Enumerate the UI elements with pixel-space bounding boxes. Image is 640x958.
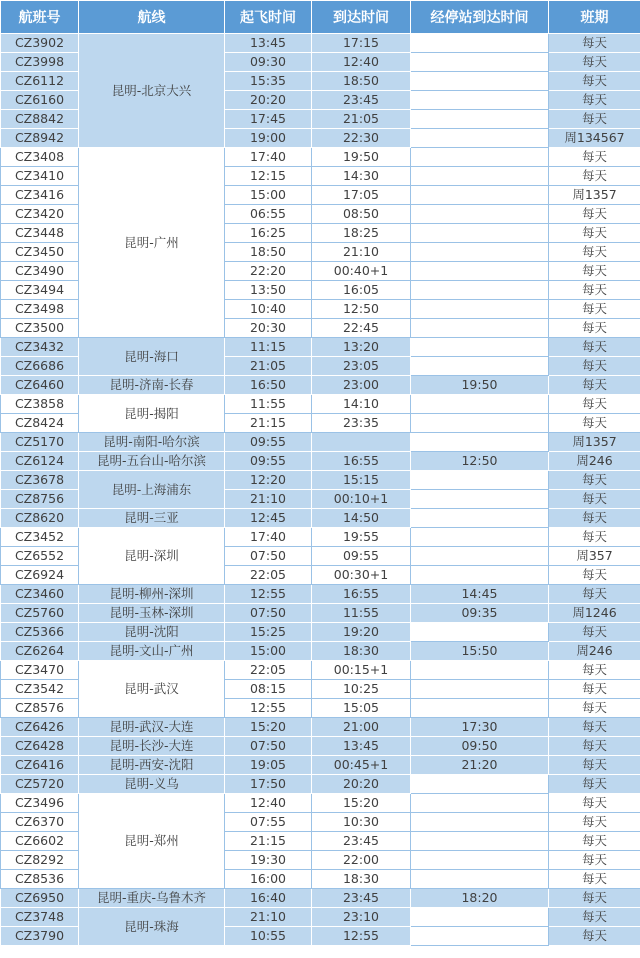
arrival-time-cell: 20:20 xyxy=(312,775,411,794)
arrival-time-cell: 13:45 xyxy=(312,737,411,756)
arrival-time-cell: 17:15 xyxy=(312,34,411,53)
schedule-cell: 每天 xyxy=(549,490,640,509)
schedule-cell: 每天 xyxy=(549,509,640,528)
flight-number-cell: CZ8842 xyxy=(1,110,79,129)
table-row xyxy=(1,794,640,813)
departure-time-cell: 17:45 xyxy=(225,110,312,129)
departure-time-cell: 09:30 xyxy=(225,53,312,72)
arrival-time-cell: 18:50 xyxy=(312,72,411,91)
arrival-time-cell: 12:40 xyxy=(312,53,411,72)
departure-time-cell: 19:05 xyxy=(225,756,312,775)
departure-time-cell: 19:00 xyxy=(225,129,312,148)
flight-number-cell: CZ8756 xyxy=(1,490,79,509)
stopover-arrival-cell xyxy=(411,91,549,110)
route-cell: 昆明-深圳 xyxy=(79,528,225,585)
stopover-arrival-cell xyxy=(411,167,549,186)
stopover-arrival-cell xyxy=(411,927,549,946)
route-cell: 昆明-文山-广州 xyxy=(79,642,225,661)
flight-number-cell: CZ8536 xyxy=(1,870,79,889)
flight-number-cell: CZ3452 xyxy=(1,528,79,547)
schedule-cell: 周246 xyxy=(549,452,640,471)
departure-time-cell: 20:20 xyxy=(225,91,312,110)
flight-number-cell: CZ6686 xyxy=(1,357,79,376)
table-row xyxy=(1,604,640,623)
schedule-cell: 每天 xyxy=(549,737,640,756)
table-row xyxy=(1,718,640,737)
flight-number-cell: CZ6428 xyxy=(1,737,79,756)
departure-time-cell: 12:55 xyxy=(225,699,312,718)
arrival-time-cell: 15:15 xyxy=(312,471,411,490)
schedule-cell: 每天 xyxy=(549,91,640,110)
header-flight-no: 航班号 xyxy=(1,1,79,34)
flight-number-cell: CZ3450 xyxy=(1,243,79,262)
flight-number-cell: CZ3470 xyxy=(1,661,79,680)
arrival-time-cell: 12:55 xyxy=(312,927,411,946)
schedule-cell: 每天 xyxy=(549,870,640,889)
stopover-arrival-cell xyxy=(411,414,549,433)
arrival-time-cell: 23:00 xyxy=(312,376,411,395)
schedule-cell: 每天 xyxy=(549,262,640,281)
stopover-arrival-cell xyxy=(411,53,549,72)
arrival-time-cell: 19:55 xyxy=(312,528,411,547)
table-row xyxy=(1,34,640,53)
schedule-cell: 每天 xyxy=(549,832,640,851)
flight-number-cell: CZ3790 xyxy=(1,927,79,946)
schedule-cell: 每天 xyxy=(549,357,640,376)
schedule-cell: 周1246 xyxy=(549,604,640,623)
schedule-cell: 每天 xyxy=(549,300,640,319)
departure-time-cell: 20:30 xyxy=(225,319,312,338)
flight-number-cell: CZ6426 xyxy=(1,718,79,737)
departure-time-cell: 15:25 xyxy=(225,623,312,642)
arrival-time-cell: 18:25 xyxy=(312,224,411,243)
route-cell: 昆明-长沙-大连 xyxy=(79,737,225,756)
route-cell: 昆明-北京大兴 xyxy=(79,34,225,148)
flight-number-cell: CZ8620 xyxy=(1,509,79,528)
departure-time-cell: 07:50 xyxy=(225,547,312,566)
schedule-cell: 每天 xyxy=(549,775,640,794)
schedule-cell: 每天 xyxy=(549,718,640,737)
schedule-cell: 每天 xyxy=(549,395,640,414)
stopover-arrival-cell xyxy=(411,699,549,718)
route-cell: 昆明-海口 xyxy=(79,338,225,376)
arrival-time-cell: 10:30 xyxy=(312,813,411,832)
departure-time-cell: 16:00 xyxy=(225,870,312,889)
departure-time-cell: 10:40 xyxy=(225,300,312,319)
flight-number-cell: CZ3496 xyxy=(1,794,79,813)
arrival-time-cell: 23:45 xyxy=(312,91,411,110)
route-cell: 昆明-揭阳 xyxy=(79,395,225,433)
schedule-cell: 周246 xyxy=(549,642,640,661)
stopover-arrival-cell xyxy=(411,129,549,148)
departure-time-cell: 12:20 xyxy=(225,471,312,490)
departure-time-cell: 07:55 xyxy=(225,813,312,832)
flight-number-cell: CZ8424 xyxy=(1,414,79,433)
table-row xyxy=(1,433,640,452)
flight-number-cell: CZ3410 xyxy=(1,167,79,186)
arrival-time-cell: 16:55 xyxy=(312,452,411,471)
flight-number-cell: CZ6552 xyxy=(1,547,79,566)
arrival-time-cell: 11:55 xyxy=(312,604,411,623)
flight-number-cell: CZ6264 xyxy=(1,642,79,661)
flight-number-cell: CZ8292 xyxy=(1,851,79,870)
departure-time-cell: 07:50 xyxy=(225,737,312,756)
departure-time-cell: 16:25 xyxy=(225,224,312,243)
stopover-arrival-cell xyxy=(411,243,549,262)
flight-number-cell: CZ3420 xyxy=(1,205,79,224)
flight-number-cell: CZ3448 xyxy=(1,224,79,243)
route-cell: 昆明-重庆-乌鲁木齐 xyxy=(79,889,225,908)
arrival-time-cell: 14:10 xyxy=(312,395,411,414)
flight-number-cell: CZ3542 xyxy=(1,680,79,699)
table-row xyxy=(1,528,640,547)
schedule-cell: 每天 xyxy=(549,167,640,186)
arrival-time-cell: 08:50 xyxy=(312,205,411,224)
table-row xyxy=(1,908,640,927)
stopover-arrival-cell xyxy=(411,205,549,224)
schedule-cell: 周1357 xyxy=(549,186,640,205)
departure-time-cell: 22:05 xyxy=(225,566,312,585)
schedule-cell: 每天 xyxy=(549,813,640,832)
stopover-arrival-cell: 19:50 xyxy=(411,376,549,395)
stopover-arrival-cell xyxy=(411,471,549,490)
departure-time-cell: 16:40 xyxy=(225,889,312,908)
arrival-time-cell: 23:05 xyxy=(312,357,411,376)
flight-number-cell: CZ3432 xyxy=(1,338,79,357)
flight-number-cell: CZ8942 xyxy=(1,129,79,148)
route-cell: 昆明-郑州 xyxy=(79,794,225,889)
flight-number-cell: CZ3998 xyxy=(1,53,79,72)
departure-time-cell: 21:05 xyxy=(225,357,312,376)
departure-time-cell: 16:50 xyxy=(225,376,312,395)
schedule-cell: 每天 xyxy=(549,34,640,53)
stopover-arrival-cell xyxy=(411,528,549,547)
stopover-arrival-cell xyxy=(411,509,549,528)
arrival-time-cell: 15:20 xyxy=(312,794,411,813)
route-cell: 昆明-珠海 xyxy=(79,908,225,946)
route-cell: 昆明-济南-长春 xyxy=(79,376,225,395)
flight-number-cell: CZ6416 xyxy=(1,756,79,775)
arrival-time-cell: 14:50 xyxy=(312,509,411,528)
schedule-cell: 每天 xyxy=(549,585,640,604)
table-row xyxy=(1,376,640,395)
schedule-cell: 每天 xyxy=(549,243,640,262)
route-cell: 昆明-上海浦东 xyxy=(79,471,225,509)
flight-number-cell: CZ3490 xyxy=(1,262,79,281)
departure-time-cell: 11:15 xyxy=(225,338,312,357)
flight-number-cell: CZ3416 xyxy=(1,186,79,205)
departure-time-cell: 17:40 xyxy=(225,528,312,547)
departure-time-cell: 11:55 xyxy=(225,395,312,414)
route-cell: 昆明-义乌 xyxy=(79,775,225,794)
stopover-arrival-cell xyxy=(411,395,549,414)
stopover-arrival-cell xyxy=(411,623,549,642)
stopover-arrival-cell xyxy=(411,357,549,376)
departure-time-cell: 09:55 xyxy=(225,452,312,471)
route-cell: 昆明-沈阳 xyxy=(79,623,225,642)
arrival-time-cell: 22:00 xyxy=(312,851,411,870)
schedule-cell: 周1357 xyxy=(549,433,640,452)
departure-time-cell: 13:45 xyxy=(225,34,312,53)
schedule-cell: 每天 xyxy=(549,908,640,927)
stopover-arrival-cell xyxy=(411,262,549,281)
arrival-time-cell: 18:30 xyxy=(312,642,411,661)
route-cell: 昆明-南阳-哈尔滨 xyxy=(79,433,225,452)
arrival-time-cell: 21:10 xyxy=(312,243,411,262)
flight-number-cell: CZ6950 xyxy=(1,889,79,908)
schedule-cell: 每天 xyxy=(549,338,640,357)
stopover-arrival-cell: 17:30 xyxy=(411,718,549,737)
departure-time-cell: 10:55 xyxy=(225,927,312,946)
table-row xyxy=(1,756,640,775)
flight-number-cell: CZ6924 xyxy=(1,566,79,585)
header-stopover-arrival: 经停站到达时间 xyxy=(411,1,549,34)
schedule-cell: 每天 xyxy=(549,851,640,870)
route-cell: 昆明-三亚 xyxy=(79,509,225,528)
flight-number-cell: CZ6160 xyxy=(1,91,79,110)
header-arrival: 到达时间 xyxy=(312,1,411,34)
departure-time-cell: 19:30 xyxy=(225,851,312,870)
stopover-arrival-cell xyxy=(411,72,549,91)
flight-number-cell: CZ5720 xyxy=(1,775,79,794)
stopover-arrival-cell xyxy=(411,186,549,205)
flight-number-cell: CZ8576 xyxy=(1,699,79,718)
schedule-cell: 每天 xyxy=(549,680,640,699)
route-cell: 昆明-西安-沈阳 xyxy=(79,756,225,775)
flight-number-cell: CZ6124 xyxy=(1,452,79,471)
departure-time-cell: 21:10 xyxy=(225,908,312,927)
departure-time-cell: 12:55 xyxy=(225,585,312,604)
stopover-arrival-cell xyxy=(411,338,549,357)
schedule-cell: 每天 xyxy=(549,471,640,490)
departure-time-cell: 15:35 xyxy=(225,72,312,91)
stopover-arrival-cell xyxy=(411,832,549,851)
schedule-cell: 每天 xyxy=(549,281,640,300)
table-row xyxy=(1,661,640,680)
flight-number-cell: CZ5366 xyxy=(1,623,79,642)
flight-number-cell: CZ3902 xyxy=(1,34,79,53)
stopover-arrival-cell xyxy=(411,908,549,927)
schedule-cell: 周357 xyxy=(549,547,640,566)
stopover-arrival-cell: 09:35 xyxy=(411,604,549,623)
schedule-cell: 周134567 xyxy=(549,129,640,148)
table-row xyxy=(1,889,640,908)
header-departure: 起飞时间 xyxy=(225,1,312,34)
departure-time-cell: 12:45 xyxy=(225,509,312,528)
stopover-arrival-cell xyxy=(411,680,549,699)
arrival-time-cell: 23:10 xyxy=(312,908,411,927)
stopover-arrival-cell xyxy=(411,851,549,870)
schedule-cell: 每天 xyxy=(549,566,640,585)
departure-time-cell: 09:55 xyxy=(225,433,312,452)
stopover-arrival-cell: 12:50 xyxy=(411,452,549,471)
table-row xyxy=(1,737,640,756)
flight-number-cell: CZ6112 xyxy=(1,72,79,91)
departure-time-cell: 17:40 xyxy=(225,148,312,167)
arrival-time-cell: 10:25 xyxy=(312,680,411,699)
departure-time-cell: 15:00 xyxy=(225,642,312,661)
flight-number-cell: CZ3460 xyxy=(1,585,79,604)
stopover-arrival-cell: 15:50 xyxy=(411,642,549,661)
table-row xyxy=(1,623,640,642)
departure-time-cell: 22:05 xyxy=(225,661,312,680)
arrival-time-cell: 23:35 xyxy=(312,414,411,433)
header-route: 航线 xyxy=(79,1,225,34)
table-row xyxy=(1,585,640,604)
arrival-time-cell: 22:30 xyxy=(312,129,411,148)
arrival-time-cell xyxy=(312,433,411,452)
arrival-time-cell: 21:05 xyxy=(312,110,411,129)
route-cell: 昆明-武汉 xyxy=(79,661,225,718)
arrival-time-cell: 23:45 xyxy=(312,832,411,851)
stopover-arrival-cell xyxy=(411,775,549,794)
arrival-time-cell: 09:55 xyxy=(312,547,411,566)
departure-time-cell: 21:10 xyxy=(225,490,312,509)
stopover-arrival-cell xyxy=(411,547,549,566)
table-row xyxy=(1,471,640,490)
table-body xyxy=(1,34,640,946)
schedule-cell: 每天 xyxy=(549,661,640,680)
schedule-cell: 每天 xyxy=(549,148,640,167)
departure-time-cell: 21:15 xyxy=(225,414,312,433)
schedule-cell: 每天 xyxy=(549,72,640,91)
departure-time-cell: 21:15 xyxy=(225,832,312,851)
table-row xyxy=(1,452,640,471)
schedule-cell: 每天 xyxy=(549,376,640,395)
arrival-time-cell: 15:05 xyxy=(312,699,411,718)
schedule-cell: 每天 xyxy=(549,927,640,946)
schedule-cell: 每天 xyxy=(549,699,640,718)
departure-time-cell: 22:20 xyxy=(225,262,312,281)
header-schedule: 班期 xyxy=(549,1,640,34)
arrival-time-cell: 22:45 xyxy=(312,319,411,338)
stopover-arrival-cell: 09:50 xyxy=(411,737,549,756)
route-cell: 昆明-柳州-深圳 xyxy=(79,585,225,604)
departure-time-cell: 15:00 xyxy=(225,186,312,205)
route-cell: 昆明-五台山-哈尔滨 xyxy=(79,452,225,471)
flight-number-cell: CZ3498 xyxy=(1,300,79,319)
route-cell: 昆明-广州 xyxy=(79,148,225,338)
stopover-arrival-cell xyxy=(411,34,549,53)
arrival-time-cell: 13:20 xyxy=(312,338,411,357)
arrival-time-cell: 23:45 xyxy=(312,889,411,908)
schedule-cell: 每天 xyxy=(549,623,640,642)
stopover-arrival-cell: 18:20 xyxy=(411,889,549,908)
stopover-arrival-cell xyxy=(411,281,549,300)
departure-time-cell: 07:50 xyxy=(225,604,312,623)
departure-time-cell: 15:20 xyxy=(225,718,312,737)
arrival-time-cell: 17:05 xyxy=(312,186,411,205)
schedule-cell: 每天 xyxy=(549,794,640,813)
departure-time-cell: 12:40 xyxy=(225,794,312,813)
stopover-arrival-cell xyxy=(411,110,549,129)
schedule-cell: 每天 xyxy=(549,756,640,775)
arrival-time-cell: 16:55 xyxy=(312,585,411,604)
stopover-arrival-cell xyxy=(411,319,549,338)
arrival-time-cell: 16:05 xyxy=(312,281,411,300)
stopover-arrival-cell xyxy=(411,566,549,585)
schedule-cell: 每天 xyxy=(549,319,640,338)
schedule-cell: 每天 xyxy=(549,889,640,908)
schedule-cell: 每天 xyxy=(549,53,640,72)
arrival-time-cell: 12:50 xyxy=(312,300,411,319)
flight-number-cell: CZ5170 xyxy=(1,433,79,452)
schedule-cell: 每天 xyxy=(549,528,640,547)
arrival-time-cell: 21:00 xyxy=(312,718,411,737)
stopover-arrival-cell: 21:20 xyxy=(411,756,549,775)
flight-number-cell: CZ3858 xyxy=(1,395,79,414)
schedule-cell: 每天 xyxy=(549,224,640,243)
flight-number-cell: CZ3678 xyxy=(1,471,79,490)
flight-number-cell: CZ5760 xyxy=(1,604,79,623)
stopover-arrival-cell xyxy=(411,870,549,889)
flight-number-cell: CZ3500 xyxy=(1,319,79,338)
flight-number-cell: CZ3748 xyxy=(1,908,79,927)
schedule-cell: 每天 xyxy=(549,110,640,129)
arrival-time-cell: 19:50 xyxy=(312,148,411,167)
table-row xyxy=(1,509,640,528)
stopover-arrival-cell xyxy=(411,661,549,680)
departure-time-cell: 06:55 xyxy=(225,205,312,224)
stopover-arrival-cell xyxy=(411,300,549,319)
arrival-time-cell: 19:20 xyxy=(312,623,411,642)
flight-number-cell: CZ6460 xyxy=(1,376,79,395)
departure-time-cell: 12:15 xyxy=(225,167,312,186)
departure-time-cell: 08:15 xyxy=(225,680,312,699)
route-cell: 昆明-武汉-大连 xyxy=(79,718,225,737)
stopover-arrival-cell xyxy=(411,813,549,832)
flight-number-cell: CZ6370 xyxy=(1,813,79,832)
arrival-time-cell: 00:15+1 xyxy=(312,661,411,680)
stopover-arrival-cell xyxy=(411,433,549,452)
stopover-arrival-cell: 14:45 xyxy=(411,585,549,604)
table-row xyxy=(1,642,640,661)
arrival-time-cell: 14:30 xyxy=(312,167,411,186)
header-row xyxy=(1,1,640,34)
table-row xyxy=(1,395,640,414)
stopover-arrival-cell xyxy=(411,148,549,167)
arrival-time-cell: 18:30 xyxy=(312,870,411,889)
arrival-time-cell: 00:30+1 xyxy=(312,566,411,585)
departure-time-cell: 18:50 xyxy=(225,243,312,262)
stopover-arrival-cell xyxy=(411,490,549,509)
schedule-cell: 每天 xyxy=(549,205,640,224)
arrival-time-cell: 00:45+1 xyxy=(312,756,411,775)
departure-time-cell: 13:50 xyxy=(225,281,312,300)
route-cell: 昆明-玉林-深圳 xyxy=(79,604,225,623)
arrival-time-cell: 00:40+1 xyxy=(312,262,411,281)
table-row xyxy=(1,148,640,167)
flight-number-cell: CZ3494 xyxy=(1,281,79,300)
stopover-arrival-cell xyxy=(411,224,549,243)
schedule-cell: 每天 xyxy=(549,414,640,433)
flight-number-cell: CZ6602 xyxy=(1,832,79,851)
table-row xyxy=(1,775,640,794)
departure-time-cell: 17:50 xyxy=(225,775,312,794)
flight-number-cell: CZ3408 xyxy=(1,148,79,167)
table-row xyxy=(1,338,640,357)
arrival-time-cell: 00:10+1 xyxy=(312,490,411,509)
stopover-arrival-cell xyxy=(411,794,549,813)
